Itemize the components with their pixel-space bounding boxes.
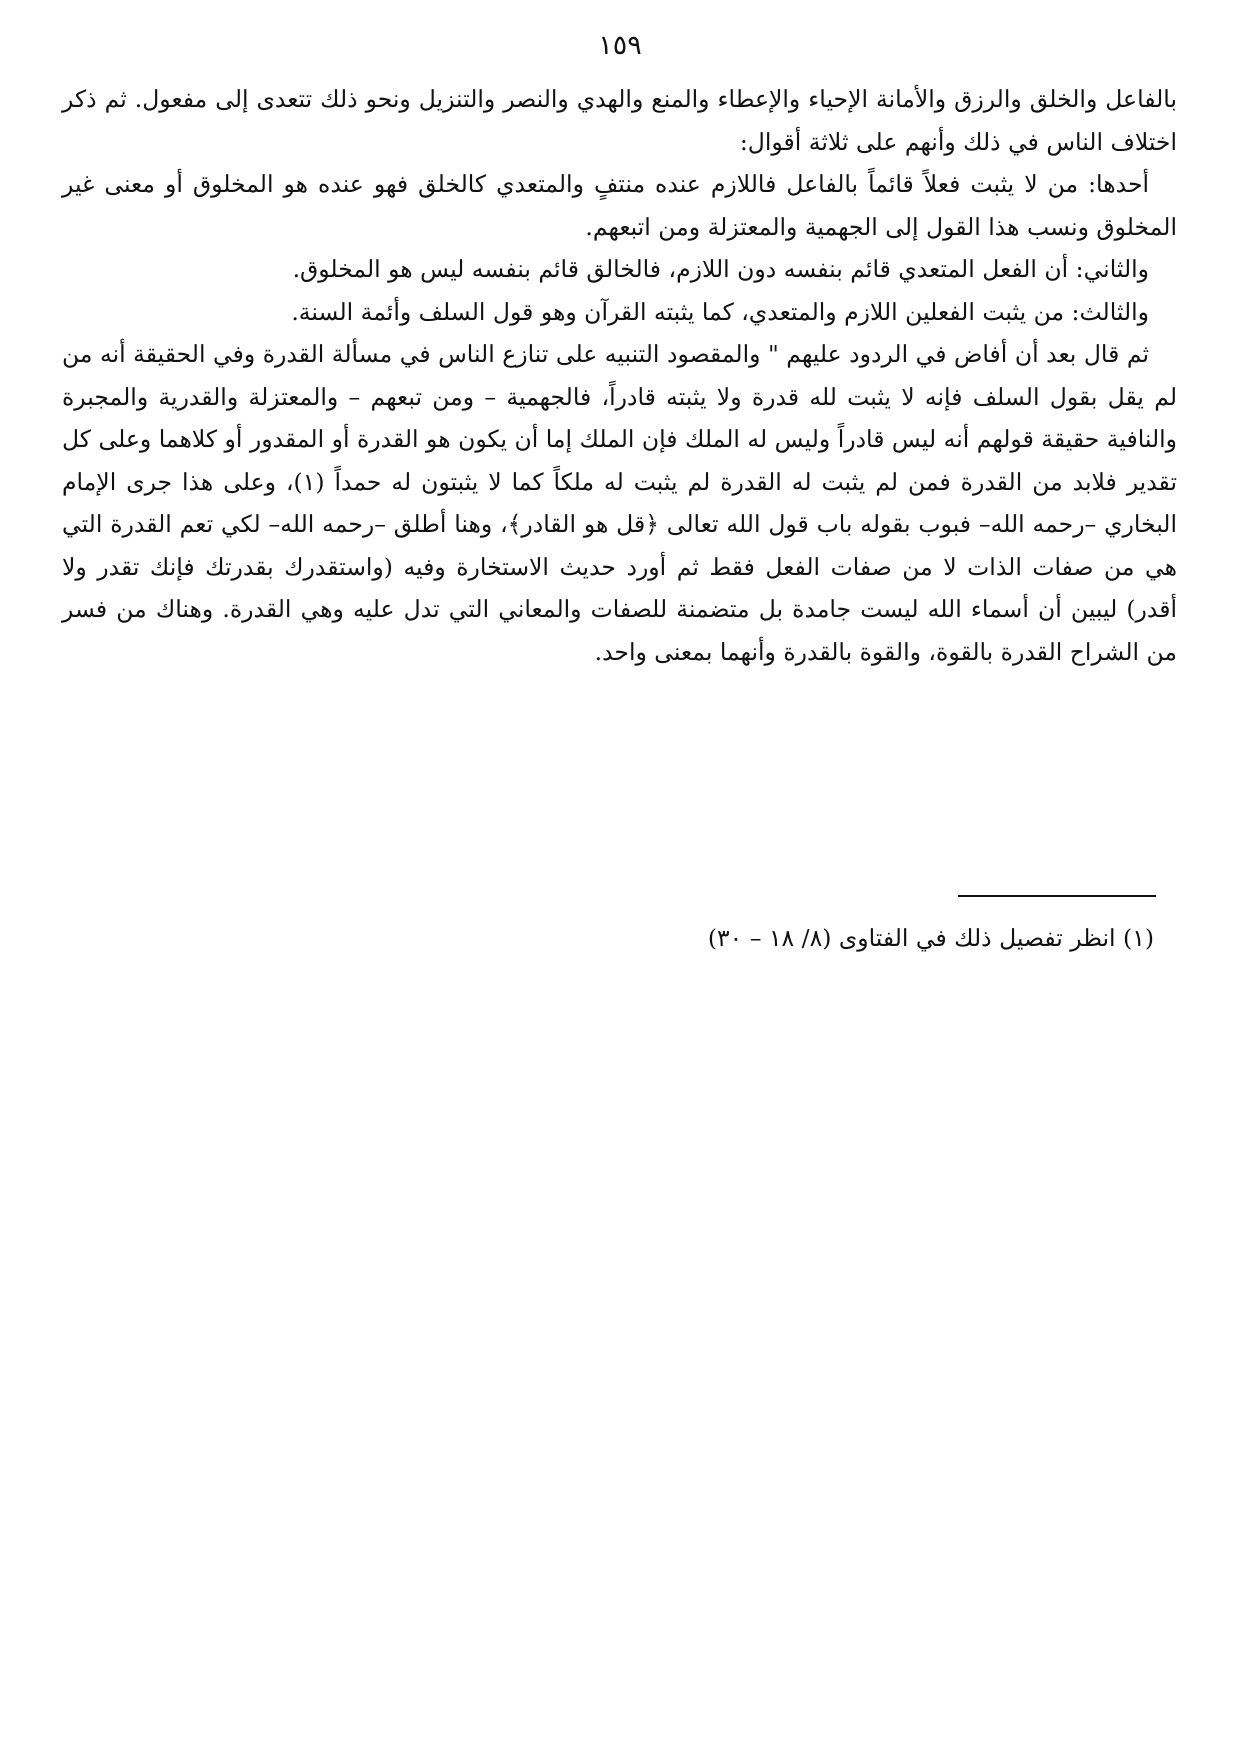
paragraph-first-opinion: أحدها: من لا يثبت فعلاً قائماً بالفاعل فاللازم عنده منتفٍ والمتعدي كالخلق فهو عنده هو المخلوق أو معنى غير المخلوق ونسب هذا القول إلى الجهمية والمعتزلة ومن اتبعهم. — [62, 170, 1177, 241]
paragraph-third-opinion: والثالث: من يثبت الفعلين اللازم والمتعدي، كما يثبته القرآن وهو قول السلف وأئمة السنة. — [291, 297, 1149, 326]
paragraph-second-opinion: والثاني: أن الفعل المتعدي قائم بنفسه دون اللازم، فالخالق قائم بنفسه ليس هو المخلوق. — [292, 255, 1149, 283]
page-number: ١٥٩ — [598, 30, 642, 61]
footnote: (١) انظر تفصيل ذلك في الفتاوى (٨/ ١٨ – ٣٠) — [707, 924, 1154, 952]
footnote-divider — [958, 895, 1156, 897]
main-text — [62, 78, 1177, 673]
paragraph-discussion: ثم قال بعد أن أفاض في الردود عليهم " والمقصود التنبيه على تنازع الناس في مسألة القدرة وفي الحقيقة أنه من لم يقل بقول السلف فإنه لا يثبت لله قدرة ولا يثبته قادراً، فالجهمية – ومن تبعهم – والمعتزلة والقدرية والمجبرة والنافية حقيقة قولهم أنه ليس قادراً وليس له الملك فإن الملك إما أن يكون هو القدرة أو المقدور أو كلاهما وعلى كل تقدير فلابد من القدرة فمن لم يثبت له القدرة لم يثبت له ملكاً كما لا يثبتون له حمداً (١)، وعلى هذا جرى الإمام البخاري –رحمه الله– فبوب بقوله باب قول الله تعالى ﴿قل هو القادر﴾، وهنا أطلق –رحمه الله– لكي تعم القدرة التي هي من صفات الذات لا من صفات الفعل فقط ثم أورد حديث الاستخارة وفيه (واستقدرك بقدرتك فإنك تقدر ولا أقدر) ليبين أن أسماء الله ليست جامدة بل متضمنة للصفات والمعاني التي تدل عليه وهي القدرة. وهناك من فسر من الشراح القدرة بالقوة، والقوة بالقدرة وأنهما بمعنى واحد. — [62, 340, 1177, 666]
paragraph-continuation: بالفاعل والخلق والرزق والأمانة الإحياء والإعطاء والمنع والهدي والنصر والتنزيل ونحو ذلك تتعدى إلى مفعول. ثم ذكر اختلاف الناس في ذلك وأنهم على ثلاثة أقوال: — [62, 85, 1177, 156]
